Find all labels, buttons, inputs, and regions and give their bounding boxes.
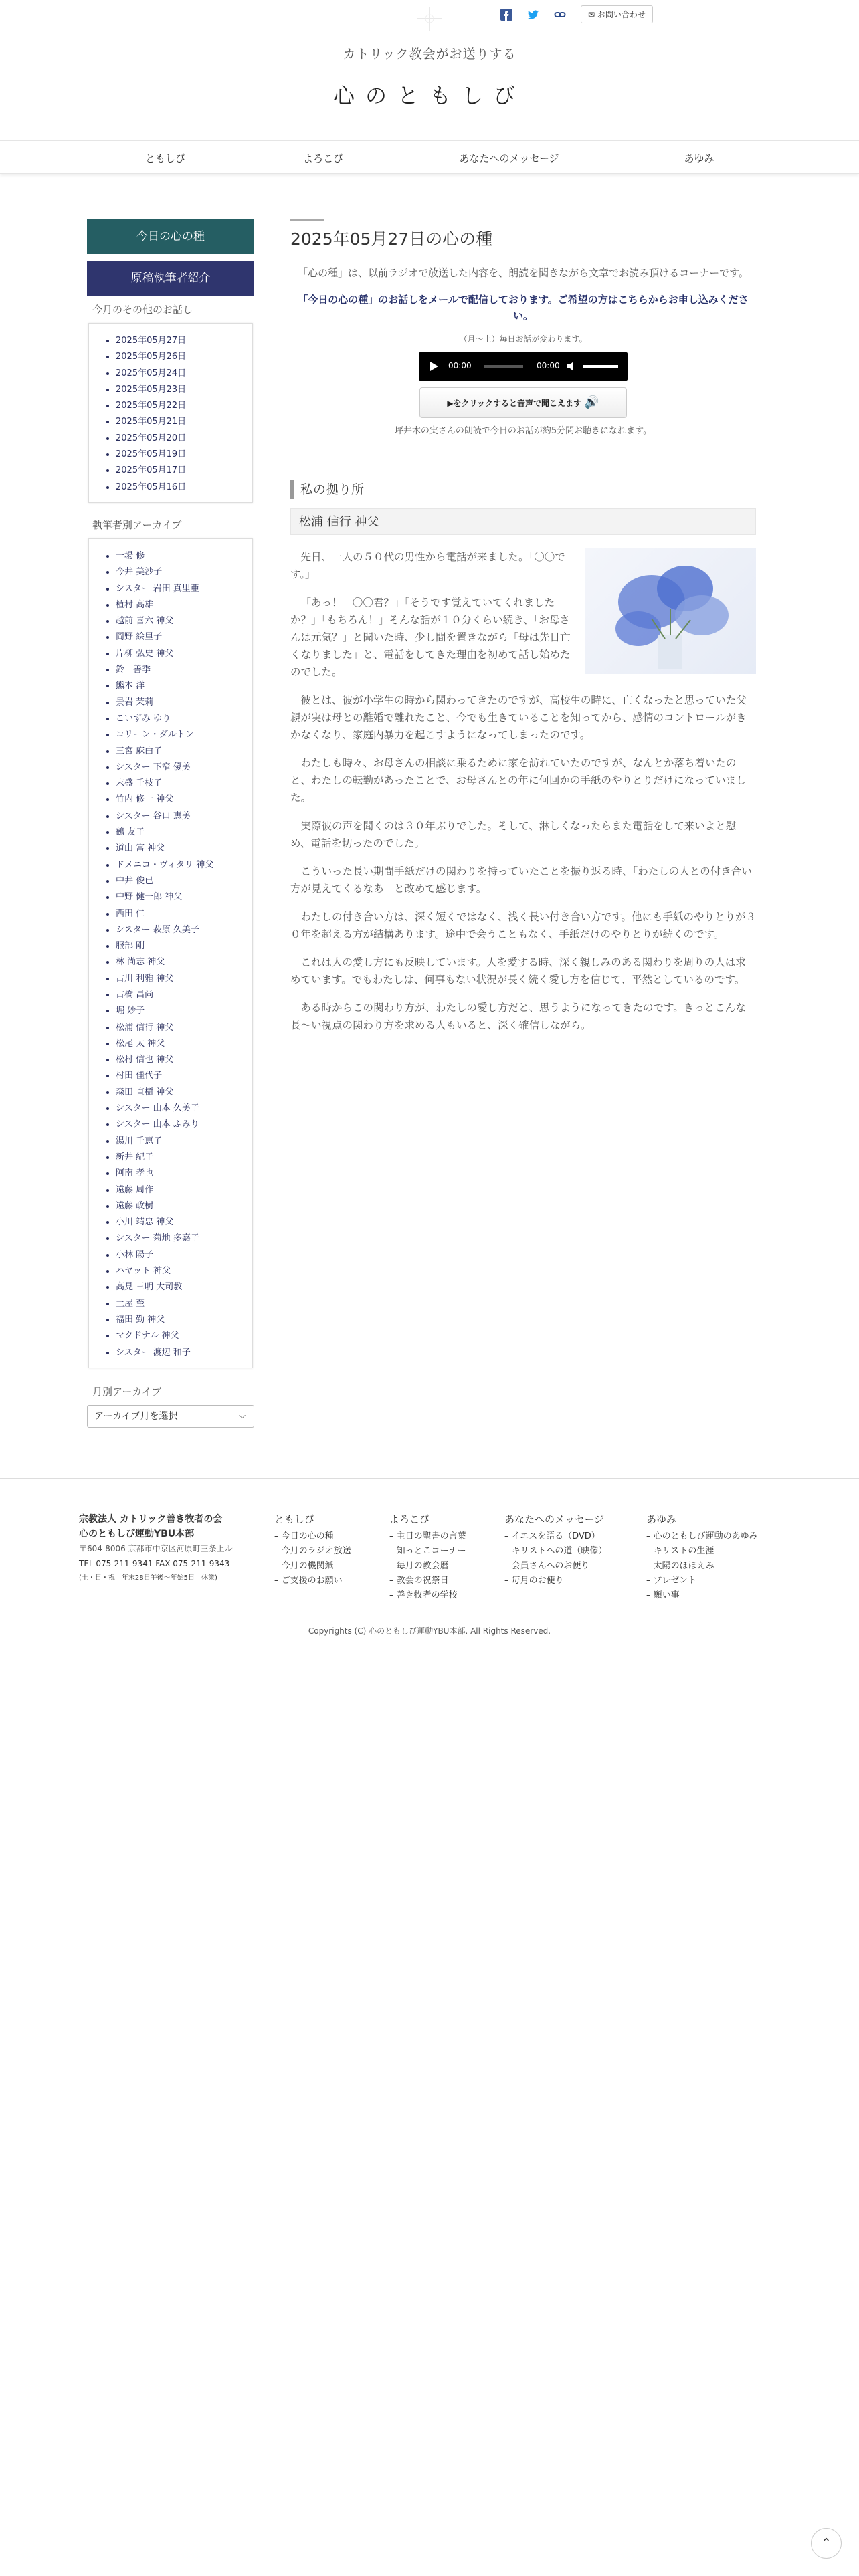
author-link[interactable]: • 土屋 至 — [116, 1296, 252, 1312]
article-paragraph: 「あっ！ 〇〇君？」「そうです覚えていてくれましたか？」「もちろん！」そんな話が１０分くらい続き、「お母さんは元気？」と聞いた時、少し間を置きながら「母は先日亡くなりました」と、電話をしてきた理由を初めて話し始めたのでした。 — [290, 597, 571, 678]
date-link[interactable]: • 2025年05月17日 — [116, 463, 252, 479]
author-link[interactable]: • 今井 美沙子 — [116, 564, 252, 580]
author-link[interactable]: • 竹内 修一 神父 — [116, 792, 252, 808]
footer-link[interactable] — [646, 1559, 758, 1574]
footer-link-label: 太陽のほほえみ — [653, 1561, 714, 1571]
date-link[interactable]: • 2025年05月20日 — [116, 431, 252, 447]
date-link[interactable]: • 2025年05月27日 — [116, 333, 252, 349]
author-link[interactable]: • シスター 谷口 恵美 — [116, 809, 252, 825]
author-link[interactable]: • 村田 佳代子 — [116, 1068, 252, 1084]
footer-link[interactable] — [274, 1574, 351, 1588]
footer-link-label: 会員さんへのお便り — [511, 1561, 590, 1571]
page-title: 2025年05月27日の心の種 — [290, 229, 493, 249]
author-list-box — [88, 538, 253, 1368]
section-title: 私の拠り所 — [290, 480, 756, 499]
mail-icon: ✉ — [588, 10, 597, 19]
nav-item-message[interactable]: あなたへのメッセージ — [459, 152, 559, 165]
author-link[interactable]: • 新井 紀子 — [116, 1150, 252, 1166]
footer-dash: – — [274, 1561, 282, 1571]
author-link[interactable]: • マクドナル 神父 — [116, 1328, 252, 1344]
mail-subscribe-link[interactable]: 「今日の心の種」のお話しをメールで配信しております。ご希望の方はこちらからお申し込みください。 — [298, 294, 749, 322]
title-rule — [290, 219, 324, 221]
audio-player[interactable] — [419, 352, 628, 381]
author-link[interactable]: • シスター 渡辺 和子 — [116, 1345, 252, 1361]
footer-link-label: 毎月のお便り — [511, 1576, 564, 1586]
footer-dash: – — [504, 1531, 512, 1541]
footer-link[interactable] — [389, 1574, 466, 1588]
footer-link-label: 善き牧者の学校 — [396, 1590, 458, 1600]
author-link[interactable]: • シスター 岩田 真里亜 — [116, 581, 252, 597]
footer-link[interactable] — [504, 1544, 607, 1559]
author-link[interactable]: • 松村 信也 神父 — [116, 1052, 252, 1068]
author-link[interactable]: • 古橋 昌尚 — [116, 987, 252, 1003]
footer-link[interactable] — [389, 1588, 466, 1603]
author-link[interactable]: • 松浦 信行 神父 — [116, 1020, 252, 1036]
author-link[interactable]: • 松尾 太 神父 — [116, 1036, 252, 1052]
voice-play-label: ▶をクリックすると音声で聞こえます — [447, 399, 582, 408]
footer-org-name: 宗教法人 カトリック善き牧者の会 — [79, 1514, 223, 1525]
footer-link[interactable] — [274, 1544, 351, 1559]
date-link[interactable]: • 2025年05月23日 — [116, 382, 252, 398]
footer-link[interactable] — [389, 1529, 466, 1544]
footer-link-label: 願い事 — [653, 1590, 680, 1600]
footer-dash: – — [504, 1546, 512, 1556]
speaker-icon: 🔊 — [584, 395, 599, 409]
nav-item-yorokobi[interactable]: よろこび — [302, 152, 343, 165]
footer-link-label: 知っとこコーナー — [396, 1546, 466, 1556]
footer-dash: – — [389, 1546, 397, 1556]
footer-hours: (土・日・祝 年末28日午後〜年始5日 休業) — [79, 1574, 217, 1582]
intro-text: 「心の種」は、以前ラジオで放送した内容を、朗読を聞きながら文章でお読み頂けるコーナーです。 — [298, 267, 749, 279]
author-link[interactable]: • 中井 俊已 — [116, 873, 252, 889]
author-link[interactable]: • 阿南 孝也 — [116, 1166, 252, 1182]
footer-org — [79, 1512, 260, 1586]
author-link[interactable]: • 植村 高雄 — [116, 597, 252, 613]
contact-label: お問い合わせ — [597, 10, 646, 19]
date-list — [100, 333, 252, 496]
article-paragraph: ある時からこの関わり方が、わたしの愛し方だと、思うようになってきたのです。きっとこんな長～い視点の関わり方を求める人もいると、深く確信しながら。 — [290, 1002, 746, 1031]
footer-col-heading: あゆみ — [646, 1513, 677, 1525]
footer-col-ayumi — [646, 1512, 758, 1603]
volume-slider[interactable] — [583, 365, 618, 368]
article-paragraph: 先日、一人の５０代の男性から電話が来ました。「〇〇です。」 — [290, 551, 565, 580]
play-icon[interactable] — [430, 361, 439, 372]
article-paragraph: これは人の愛し方にも反映しています。人を愛する時、深く親しみのある関わりを周りの人は求めています。でもわたしは、何事もない状況が長く続く愛し方を信じて、平然としているのです。 — [290, 956, 746, 986]
footer-address: 〒604-8006 京都市中京区河原町三条上ル — [79, 1544, 233, 1553]
article-paragraph: 実際彼の声を聞くのは３０年ぶりでした。そして、淋しくなったらまた電話をして来いよと慰め、電話を切ったのでした。 — [290, 820, 737, 849]
footer-link-label: 教会の祝祭日 — [396, 1576, 449, 1586]
author-link[interactable]: • 鶴 友子 — [116, 825, 252, 841]
footer-link[interactable] — [504, 1529, 607, 1544]
author-link[interactable]: • 片柳 弘史 神父 — [116, 646, 252, 662]
site-tagline: カトリック教会がお送りする — [343, 47, 516, 62]
footer-dash: – — [646, 1561, 654, 1571]
chevron-up-icon: ⌃ — [821, 2536, 832, 2550]
copyright: Copyrights (C) 心のともしび運動YBU本部. All Rights Reserved. — [308, 1626, 551, 1636]
footer-col-yorokobi — [389, 1512, 466, 1603]
date-link[interactable]: • 2025年05月22日 — [116, 398, 252, 414]
footer-dash: – — [389, 1590, 397, 1600]
author-link[interactable]: • コリーン・ダルトン — [116, 727, 252, 743]
footer-dash: – — [274, 1576, 282, 1586]
footer-dash: – — [389, 1531, 397, 1541]
author-link[interactable]: • シスター 萩原 久美子 — [116, 922, 252, 938]
footer-link-label: 今月のラジオ放送 — [281, 1546, 351, 1556]
footer-col-heading: ともしび — [274, 1513, 315, 1525]
footer-link[interactable] — [646, 1574, 758, 1588]
footer-col-heading: よろこび — [389, 1513, 430, 1525]
archive-month-select-value: アーカイブ月を選択 — [94, 1410, 178, 1422]
author-link[interactable]: • 森田 直樹 神父 — [116, 1085, 252, 1101]
footer-link-label: キリストへの道（映像） — [511, 1546, 607, 1556]
chevron-down-icon: ⌵ — [239, 1410, 246, 1421]
author-link[interactable]: • 鈴 善季 — [116, 662, 252, 678]
footer-link-label: 心のともしび運動のあゆみ — [653, 1531, 758, 1541]
author-link[interactable]: • 林 尚志 神父 — [116, 954, 252, 970]
footer-col-heading: あなたへのメッセージ — [504, 1513, 605, 1525]
back-to-top-button[interactable] — [811, 2528, 842, 2559]
bellflower-photo — [585, 548, 756, 674]
author-link[interactable]: • 末盛 千枝子 — [116, 776, 252, 792]
author-name: 松浦 信行 神父 — [290, 508, 756, 535]
author-link[interactable]: • ドメニコ・ヴィタリ 神父 — [116, 857, 252, 873]
nav-item-tomoshibi[interactable]: ともしび — [145, 152, 185, 165]
author-link[interactable]: • 遠藤 周作 — [116, 1182, 252, 1198]
daily-note: （月～土）毎日お話が変わります。 — [459, 334, 587, 344]
audio-progress-bar[interactable] — [484, 365, 523, 368]
footer-dash: – — [646, 1576, 654, 1586]
other-stories-title: 今月のその他のお話し — [92, 304, 193, 316]
author-link[interactable]: • 小林 陽子 — [116, 1247, 252, 1263]
footer-dash: – — [274, 1531, 282, 1541]
footer-link[interactable] — [646, 1529, 758, 1544]
author-link[interactable]: • 湯川 千恵子 — [116, 1134, 252, 1150]
footer-dash: – — [504, 1561, 512, 1571]
author-link[interactable]: • 高見 三明 大司教 — [116, 1279, 252, 1295]
footer-link-label: プレゼント — [653, 1576, 697, 1586]
author-link[interactable]: • 岡野 絵里子 — [116, 629, 252, 645]
sidebar — [87, 219, 254, 1428]
footer-col-message — [504, 1512, 607, 1588]
footer-org-sub: 心のともしび運動YBU本部 — [79, 1529, 195, 1539]
footer-dash: – — [646, 1590, 654, 1600]
date-link[interactable]: • 2025年05月19日 — [116, 447, 252, 463]
date-list-box — [88, 323, 253, 503]
footer-link[interactable] — [646, 1544, 758, 1559]
authors-intro-button[interactable]: 原稿執筆者紹介 — [87, 261, 254, 296]
monthly-archive-title: 月別アーカイブ — [92, 1385, 162, 1398]
author-link[interactable]: • ハヤット 神父 — [116, 1263, 252, 1279]
footer-tel: TEL 075-211-9341 FAX 075-211-9343 — [79, 1559, 230, 1568]
voice-play-button[interactable] — [419, 387, 627, 418]
author-link[interactable]: • 熊本 洋 — [116, 678, 252, 694]
article-paragraph: こういった長い期間手紙だけの関わりを持っていたことを振り返る時、「わたしの人との付き合い方が見えてくるなあ」と改めて感じます。 — [290, 865, 752, 895]
author-link[interactable]: • 越前 喜六 神父 — [116, 613, 252, 629]
article-paragraph: わたしの付き合い方は、深く短くではなく、浅く長い付き合い方です。他にも手紙のやりとりが３０年を超える方が結構あります。途中で会うこともなく、手紙だけのやりとりが続くのです。 — [290, 911, 756, 940]
site-footer — [0, 1478, 859, 1692]
footer-link-label: キリストの生涯 — [653, 1546, 714, 1556]
footer-link-label: イエスを語る（DVD） — [511, 1531, 600, 1541]
nav-item-ayumi[interactable]: あゆみ — [684, 152, 714, 165]
footer-link-label: 今月の機関紙 — [281, 1561, 334, 1571]
footer-link-label: ご支援のお願い — [281, 1576, 343, 1586]
archive-month-select[interactable] — [87, 1405, 254, 1428]
author-link[interactable]: • シスター 山本 ふみり — [116, 1117, 252, 1133]
cross-decoration-icon — [417, 7, 442, 31]
author-link[interactable]: • 古川 利雅 神父 — [116, 971, 252, 987]
author-link[interactable]: • 服部 剛 — [116, 938, 252, 954]
date-link[interactable]: • 2025年05月21日 — [116, 414, 252, 430]
footer-link[interactable] — [274, 1559, 351, 1574]
volume-icon[interactable] — [566, 360, 578, 372]
article-paragraph: わたしも時々、お母さんの相談に乗るために家を訪れていたのですが、なんとか落ち着いたのと、わたしの転勤があったことで、お母さんとの年に何回かの手紙のやりとりだけになっていました。 — [290, 757, 747, 804]
author-link[interactable]: • シスター 山本 久美子 — [116, 1101, 252, 1117]
date-link[interactable]: • 2025年05月24日 — [116, 366, 252, 382]
footer-dash: – — [274, 1546, 282, 1556]
audio-current-time: 00:00 — [448, 361, 472, 370]
footer-link-label: 毎月の教会暦 — [396, 1561, 449, 1571]
author-link[interactable]: • 遠藤 政樹 — [116, 1198, 252, 1214]
footer-link[interactable] — [646, 1588, 758, 1603]
footer-dash: – — [504, 1576, 512, 1586]
author-link[interactable]: • 三宮 麻由子 — [116, 744, 252, 760]
footer-dash: – — [646, 1546, 654, 1556]
author-link[interactable]: • 景岩 茉莉 — [116, 695, 252, 711]
footer-link[interactable] — [504, 1574, 607, 1588]
footer-link-label: 今日の心の種 — [281, 1531, 334, 1541]
main-content — [290, 219, 756, 1045]
footer-col-tomoshibi — [274, 1512, 351, 1588]
footer-link-label: 主日の聖書の言葉 — [396, 1531, 466, 1541]
author-link[interactable]: • 福田 勤 神父 — [116, 1312, 252, 1328]
audio-duration: 00:00 — [537, 361, 560, 370]
author-link[interactable]: • シスター 菊地 多嘉子 — [116, 1230, 252, 1247]
article-paragraph: 彼とは、彼が小学生の時から関わってきたのですが、高校生の時に、亡くなったと思っていた父親が実は母との離婚で離れたこと、今でも生きていることを知ってから、感情のコントロールがきかなくなり、家庭内暴力を起こすようになってしまったのです。 — [290, 694, 747, 741]
author-link[interactable]: • 小川 靖忠 神父 — [116, 1214, 252, 1230]
author-link[interactable]: • 堀 妙子 — [116, 1003, 252, 1019]
author-link[interactable]: • 道山 富 神父 — [116, 841, 252, 857]
article-body — [290, 548, 756, 1034]
author-list — [100, 548, 252, 1361]
footer-dash: – — [389, 1576, 397, 1586]
footer-dash: – — [389, 1561, 397, 1571]
footer-link[interactable] — [274, 1529, 351, 1544]
main-nav — [0, 140, 859, 174]
site-title[interactable]: 心のともしび — [332, 83, 526, 108]
footer-link[interactable] — [389, 1544, 466, 1559]
today-seed-button[interactable]: 今日の心の種 — [87, 219, 254, 254]
author-link[interactable]: • こいずみ ゆり — [116, 711, 252, 727]
author-link[interactable]: • 中野 健一郎 神父 — [116, 889, 252, 905]
authors-archive-title: 執筆者別アーカイブ — [92, 518, 182, 531]
footer-link[interactable] — [389, 1559, 466, 1574]
reader-note: 坪井木の実さんの朗読で今日のお話が約5分間お聴きになれます。 — [394, 426, 652, 436]
date-link[interactable]: • 2025年05月16日 — [116, 479, 252, 496]
author-link[interactable]: • 西田 仁 — [116, 906, 252, 922]
footer-dash: – — [646, 1531, 654, 1541]
date-link[interactable]: • 2025年05月26日 — [116, 349, 252, 365]
author-link[interactable]: • 一場 修 — [116, 548, 252, 564]
author-link[interactable]: • シスター 下窄 優美 — [116, 760, 252, 776]
footer-link[interactable] — [504, 1559, 607, 1574]
